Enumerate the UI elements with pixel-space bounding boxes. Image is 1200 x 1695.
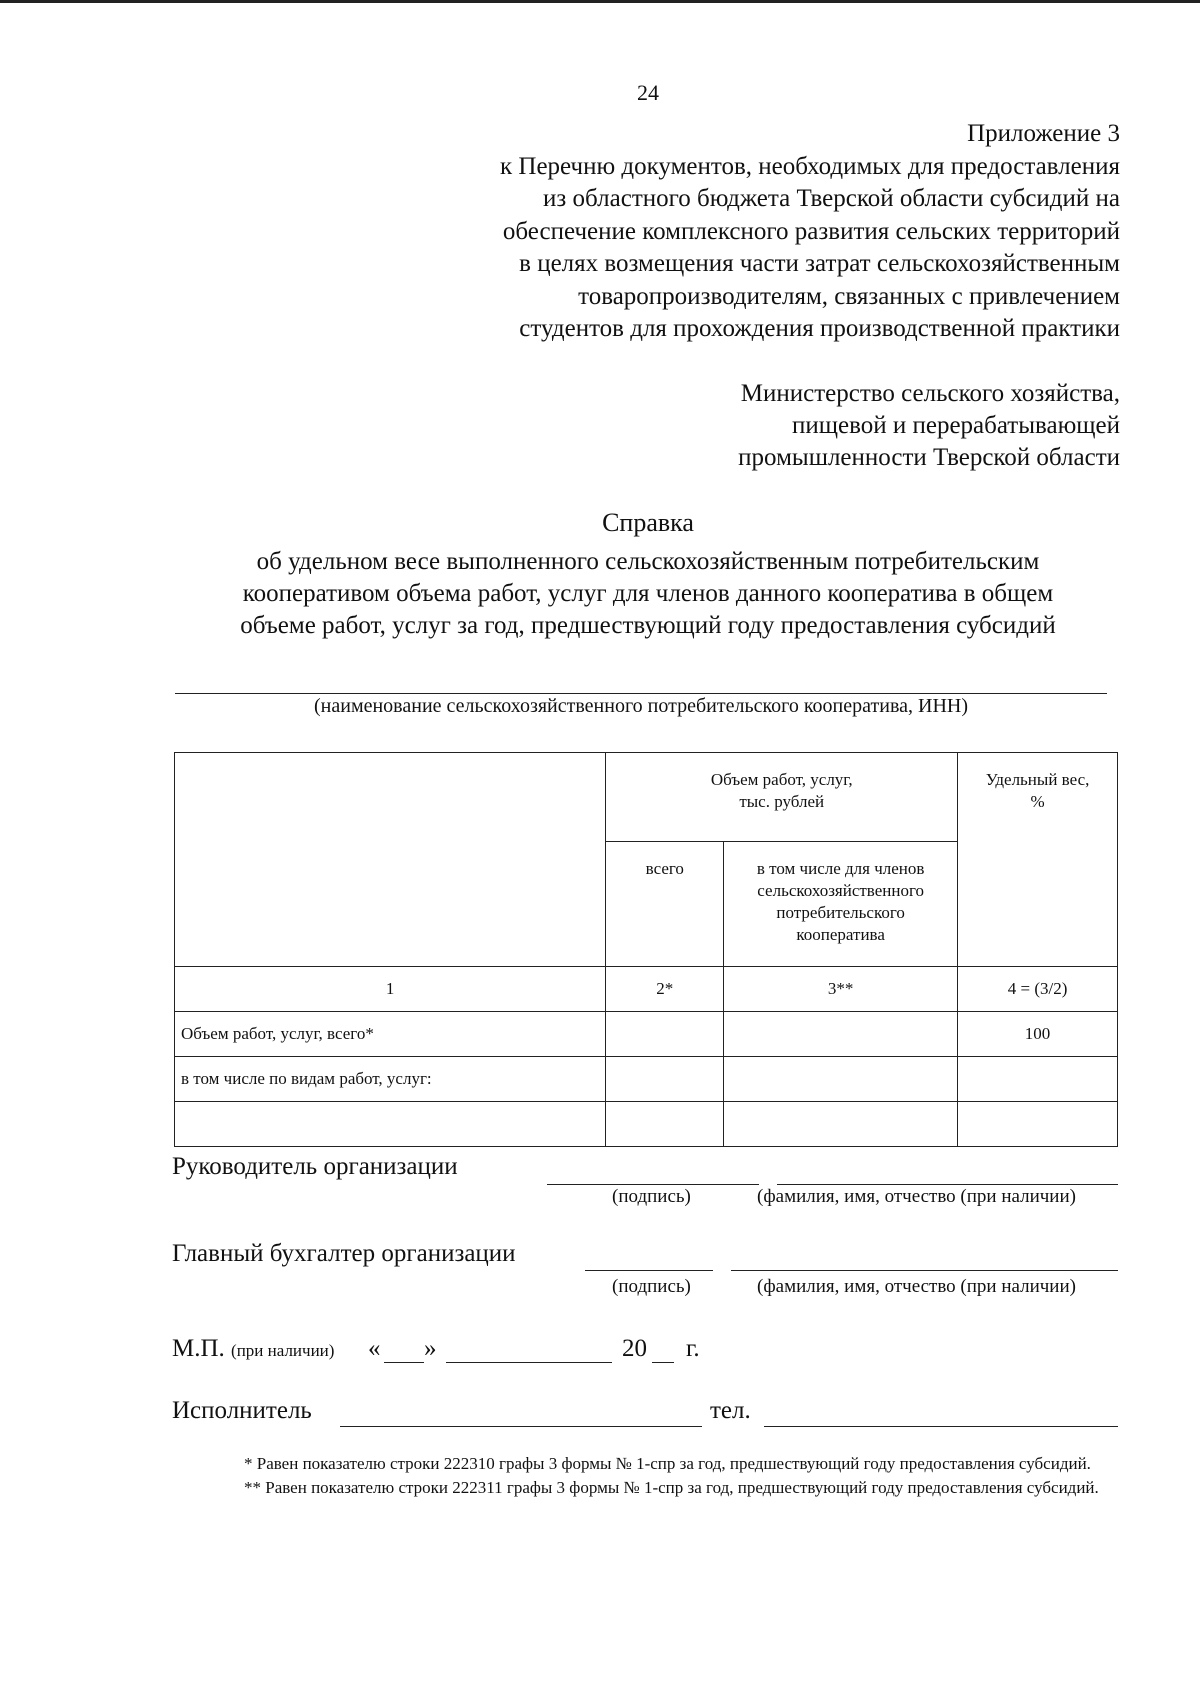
row-label: Объем работ, услуг, всего*	[175, 1012, 606, 1057]
executor-line[interactable]	[340, 1426, 702, 1427]
share-cell[interactable]	[958, 1057, 1118, 1102]
members-cell[interactable]	[724, 1057, 958, 1102]
accountant-signature-line[interactable]	[585, 1270, 713, 1271]
appendix-line: студентов для прохождения производственной практики	[519, 315, 1120, 342]
ministry-addressee	[620, 378, 1120, 474]
accountant-name-caption: (фамилия, имя, отчество (при наличии)	[757, 1276, 1076, 1297]
cooperative-name-field[interactable]	[175, 693, 1107, 694]
header-members-line: сельскохозяйственного	[757, 881, 925, 900]
head-signature-line[interactable]	[547, 1184, 759, 1185]
phone-line[interactable]	[764, 1426, 1118, 1427]
year-prefix: 20	[622, 1335, 647, 1362]
stamp-place	[172, 1335, 334, 1363]
members-cell[interactable]	[724, 1102, 958, 1147]
subtitle-line: объеме работ, услуг за год, предшествующий году предоставления субсидий	[240, 612, 1056, 639]
total-cell[interactable]	[606, 1012, 724, 1057]
table-row	[175, 1102, 1118, 1147]
day-line[interactable]	[384, 1362, 424, 1363]
month-line[interactable]	[446, 1362, 612, 1363]
phone-label: тел.	[710, 1397, 751, 1424]
ministry-line: пищевой и перерабатывающей	[791, 412, 1120, 439]
column-number: 1	[175, 967, 606, 1012]
column-number: 2*	[606, 967, 724, 1012]
head-sign-caption: (подпись)	[612, 1186, 691, 1207]
table-row	[175, 1012, 1118, 1057]
table-row	[175, 1057, 1118, 1102]
ministry-line: Министерство сельского хозяйства,	[740, 380, 1120, 407]
header-total: всего	[606, 842, 724, 967]
header-volume-line: Объем работ, услуг,	[710, 770, 853, 789]
total-cell[interactable]	[606, 1102, 724, 1147]
quote-close: »	[424, 1335, 437, 1362]
row-label[interactable]	[175, 1102, 606, 1147]
column-number: 4 = (3/2)	[958, 967, 1118, 1012]
header-share-line: %	[1030, 792, 1045, 811]
header-share-line: Удельный вес,	[985, 770, 1090, 789]
stamp-label: М.П.	[172, 1335, 225, 1362]
header-empty-cell	[175, 753, 606, 967]
appendix-block	[380, 118, 1120, 346]
head-name-caption: (фамилия, имя, отчество (при наличии)	[757, 1186, 1076, 1207]
row-label: в том числе по видам работ, услуг:	[175, 1057, 606, 1102]
cooperative-name-caption: (наименование сельскохозяйственного потребительского кооператива, ИНН)	[314, 695, 968, 717]
table-header-row	[175, 753, 1118, 842]
header-share	[958, 753, 1118, 967]
document-subtitle	[170, 546, 1126, 642]
document-title: Справка	[602, 508, 694, 537]
footnotes	[172, 1453, 1116, 1499]
volume-table	[174, 752, 1118, 1147]
executor-label: Исполнитель	[172, 1397, 312, 1424]
page-top-edge	[0, 0, 1200, 3]
accountant-name-line[interactable]	[731, 1270, 1118, 1271]
subtitle-line: кооперативом объема работ, услуг для членов данного кооператива в общем	[242, 580, 1054, 607]
year-suffix: г.	[686, 1335, 700, 1362]
quote-open: «	[368, 1335, 381, 1362]
header-volume-line: тыс. рублей	[739, 792, 825, 811]
members-cell[interactable]	[724, 1012, 958, 1057]
appendix-line: к Перечню документов, необходимых для предоставления	[500, 152, 1120, 180]
accountant-sign-caption: (подпись)	[612, 1276, 691, 1297]
head-label: Руководитель организации	[172, 1153, 458, 1180]
share-cell[interactable]: 100	[958, 1012, 1118, 1057]
footnote: * Равен показателю строки 222310 графы 3 формы № 1-спр за год, предшествующий году предоставления субсидий.	[244, 1454, 1091, 1473]
ministry-line: промышленности Тверской области	[738, 444, 1120, 471]
stamp-note: (при наличии)	[231, 1341, 335, 1360]
column-number-row	[175, 967, 1118, 1012]
appendix-line: обеспечение комплексного развития сельских территорий	[502, 217, 1120, 245]
total-cell[interactable]	[606, 1057, 724, 1102]
header-members-line: в том числе для членов	[756, 859, 925, 878]
header-volume	[606, 753, 958, 842]
footnote: ** Равен показателю строки 222311 графы 3 формы № 1-спр за год, предшествующий году предоставления субсидий.	[244, 1478, 1099, 1497]
subtitle-line: об удельном весе выполненного сельскохозяйственным потребительским	[256, 548, 1040, 575]
header-members	[724, 842, 958, 967]
appendix-line: из областного бюджета Тверской области субсидий на	[543, 185, 1120, 212]
header-members-line: потребительского	[776, 903, 905, 922]
share-cell[interactable]	[958, 1102, 1118, 1147]
year-line[interactable]	[652, 1362, 674, 1363]
appendix-title: Приложение 3	[967, 120, 1120, 147]
header-members-line: кооператива	[796, 925, 885, 944]
column-number: 3**	[724, 967, 958, 1012]
accountant-label: Главный бухгалтер организации	[172, 1240, 516, 1267]
appendix-line: товаропроизводителям, связанных с привлечением	[578, 282, 1120, 310]
page-number: 24	[637, 80, 659, 105]
head-name-line[interactable]	[777, 1184, 1118, 1185]
appendix-line: в целях возмещения части затрат сельскохозяйственным	[519, 250, 1120, 277]
